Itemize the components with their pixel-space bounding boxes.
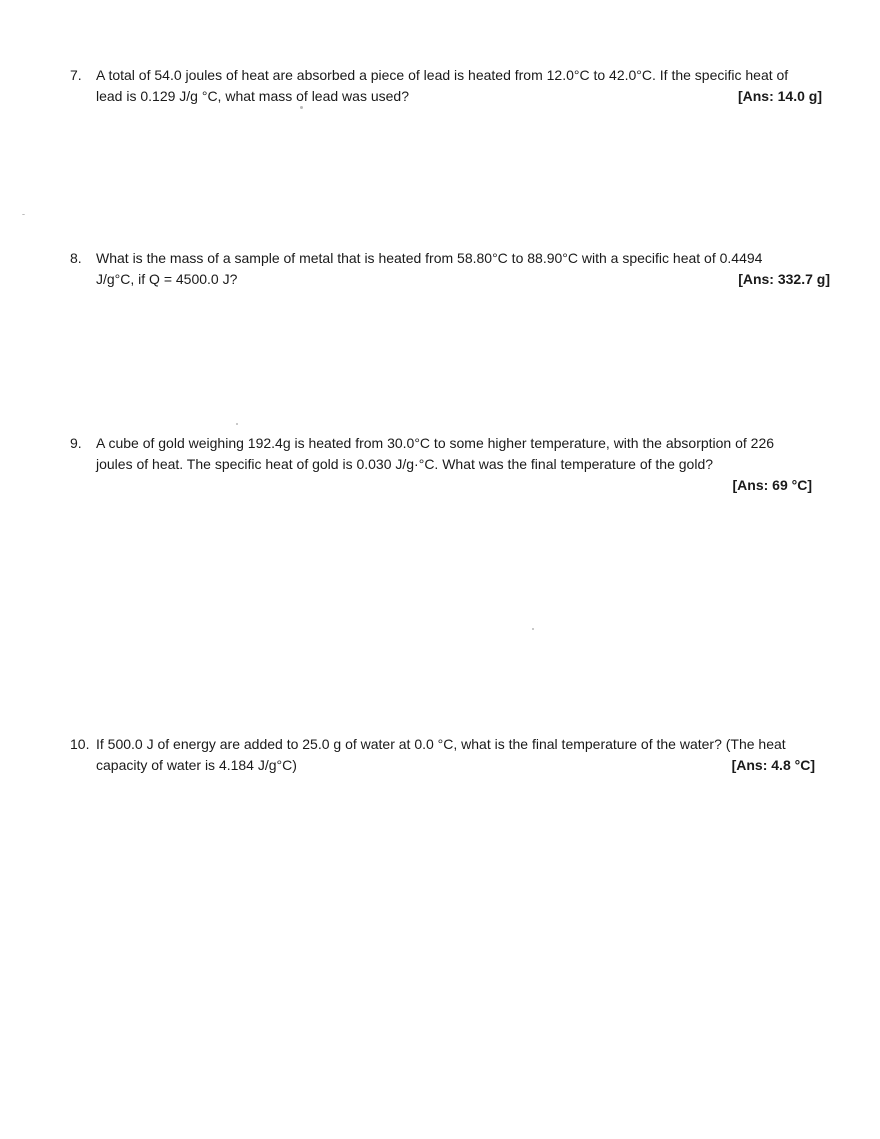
answer-label: [Ans: 4.8 °C] xyxy=(731,757,815,773)
problem-line xyxy=(96,269,832,290)
problem-7 xyxy=(70,65,832,107)
problem-body xyxy=(96,734,832,776)
problem-line xyxy=(96,248,832,269)
problem-8 xyxy=(70,248,832,290)
problem-body xyxy=(96,65,832,107)
problem-line xyxy=(96,65,832,86)
problem-10 xyxy=(70,734,832,776)
problem-text: capacity of water is 4.184 J/g°C) xyxy=(96,757,297,773)
problem-text: A cube of gold weighing 192.4g is heated from 30.0°C to some higher temperature, with the absorption of 226 xyxy=(96,435,775,451)
problem-text: A total of 54.0 joules of heat are absorbed a piece of lead is heated from 12.0°C to 42.0°C. If the specific heat of xyxy=(96,67,789,83)
scan-speck xyxy=(22,214,25,215)
problem-line xyxy=(96,433,832,454)
answer-label: [Ans: 14.0 g] xyxy=(737,88,822,104)
problem-number: 8. xyxy=(70,250,82,266)
problem-text: joules of heat. The specific heat of gold is 0.030 J/g·°C. What was the final temperature of the gold? xyxy=(96,456,714,472)
problem-line xyxy=(96,734,832,755)
problem-number: 9. xyxy=(70,435,82,451)
problem-body xyxy=(96,248,832,290)
problem-number: 7. xyxy=(70,67,82,83)
problem-body xyxy=(96,433,832,496)
problem-line xyxy=(96,86,832,107)
problem-text: lead is 0.129 J/g °C, what mass of lead was used? xyxy=(96,88,409,104)
problem-text: J/g°C, if Q = 4500.0 J? xyxy=(96,271,238,287)
answer-label: [Ans: 69 °C] xyxy=(732,477,812,493)
problem-number: 10. xyxy=(70,736,90,752)
scan-speck xyxy=(300,106,303,109)
problem-line xyxy=(96,755,832,776)
problem-line xyxy=(96,454,832,475)
problem-text: What is the mass of a sample of metal that is heated from 58.80°C to 88.90°C with a specific heat of 0.4494 xyxy=(96,250,763,266)
problem-9 xyxy=(70,433,832,496)
answer-line xyxy=(96,475,832,496)
scan-speck xyxy=(532,628,534,630)
answer-label: [Ans: 332.7 g] xyxy=(738,271,830,287)
problem-text: If 500.0 J of energy are added to 25.0 g of water at 0.0 °C, what is the final temperature of the water? (The heat xyxy=(96,736,786,752)
scan-speck xyxy=(236,423,238,425)
